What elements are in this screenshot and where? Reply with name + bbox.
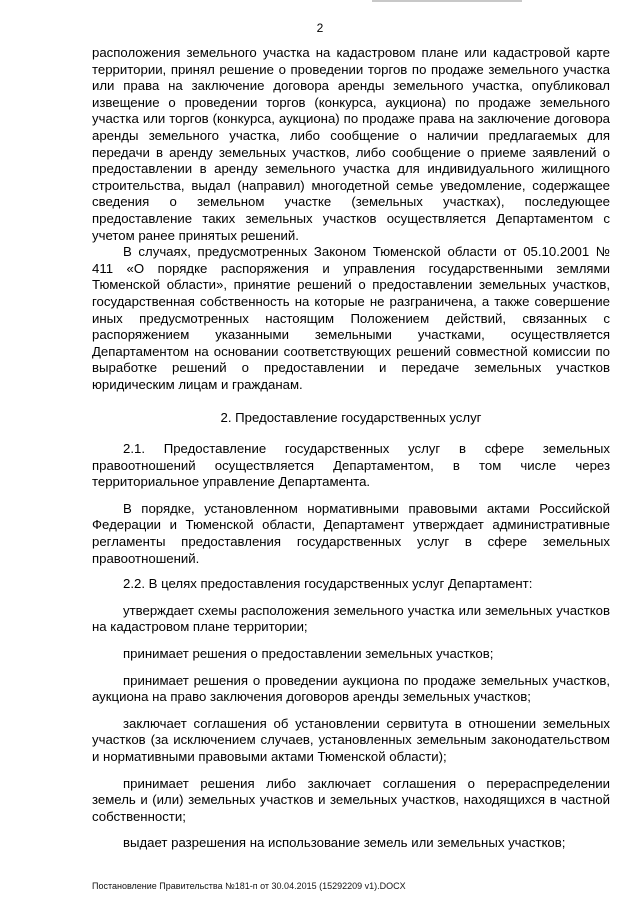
document-body [92, 45, 610, 852]
list-item: выдает разрешения на использование земель или земельных участков; [123, 835, 566, 851]
paragraph-2-1: 2.1. Предоставление государственных услуг в сфере земельных правоотношений осуществляется Департаментом, в том числе через территориальное управление Департамента. [92, 441, 610, 490]
section-heading: 2. Предоставление государственных услуг [220, 410, 482, 426]
top-scan-line [372, 0, 522, 2]
paragraph-law-411: В случаях, предусмотренных Законом Тюменской области от 05.10.2001 № 411 «О порядке распоряжения и управления государственными землями Тюменской области», принятие решений о предоставлении земельных участков, государственная собственность на которые не разграничена, а также совершение иных предусмотренных настоящим Положением действий, связанных с распоряжением указанными земельными участками, осуществляется Департаментом на основании соответствующих решений совместной комиссии по выработке решений о предоставлении и передаче земельных участков юридическим лицам и гражданам. [92, 244, 610, 392]
list-item: заключает соглашения об установлении сервитута в отношении земельных участков (за исключением случаев, установленных земельным законодательством и нормативными правовыми актами Тюменской области); [92, 715, 610, 764]
list-item: принимает решения либо заключает соглашения о перераспределении земель и (или) земельных участков и земельных участков, находящихся в частной собственности; [92, 775, 610, 824]
page-number: 2 [316, 21, 324, 35]
list-item: принимает решения о проведении аукциона по продаже земельных участков, аукциона на право заключения договоров аренды земельных участков; [92, 672, 610, 705]
paragraph-continuation: расположения земельного участка на кадастровом плане или кадастровой карте территории, принял решение о проведении торгов по продаже земельного участка или права на заключение договора аренды земельного участка, опубликовал извещение о проведении торгов (конкурса, аукциона) по продаже земельного участка или торгов (конкурса, аукциона) по продаже права на заключение договора аренды земельного участка, либо сообщение о наличии предлагаемых для передачи в аренду земельных участков, либо сообщение о приеме заявлений о предоставлении в аренду земельного участка для индивидуального жилищного строительства, выдал (направил) многодетной семье уведомление, содержащее сведения о земельном участке (земельных участках), последующее предоставление таких земельных участков осуществляется Департаментом с учетом ранее принятых решений. [92, 45, 610, 243]
list-item: утверждает схемы расположения земельного участка или земельных участков на кадастровом плане территории; [92, 602, 610, 635]
paragraph-2-2: 2.2. В целях предоставления государственных услуг Департамент: [123, 576, 533, 592]
list-item: принимает решения о предоставлении земельных участков; [123, 646, 494, 661]
document-footer: Постановление Правительства №181-п от 30.04.2015 (15292209 v1).DOCX [92, 881, 406, 891]
paragraph-regulations: В порядке, установленном нормативными правовыми актами Российской Федерации и Тюменской области, Департамент утверждает административные регламенты предоставления государственных услуг в сфере земельных правоотношений. [92, 500, 610, 566]
